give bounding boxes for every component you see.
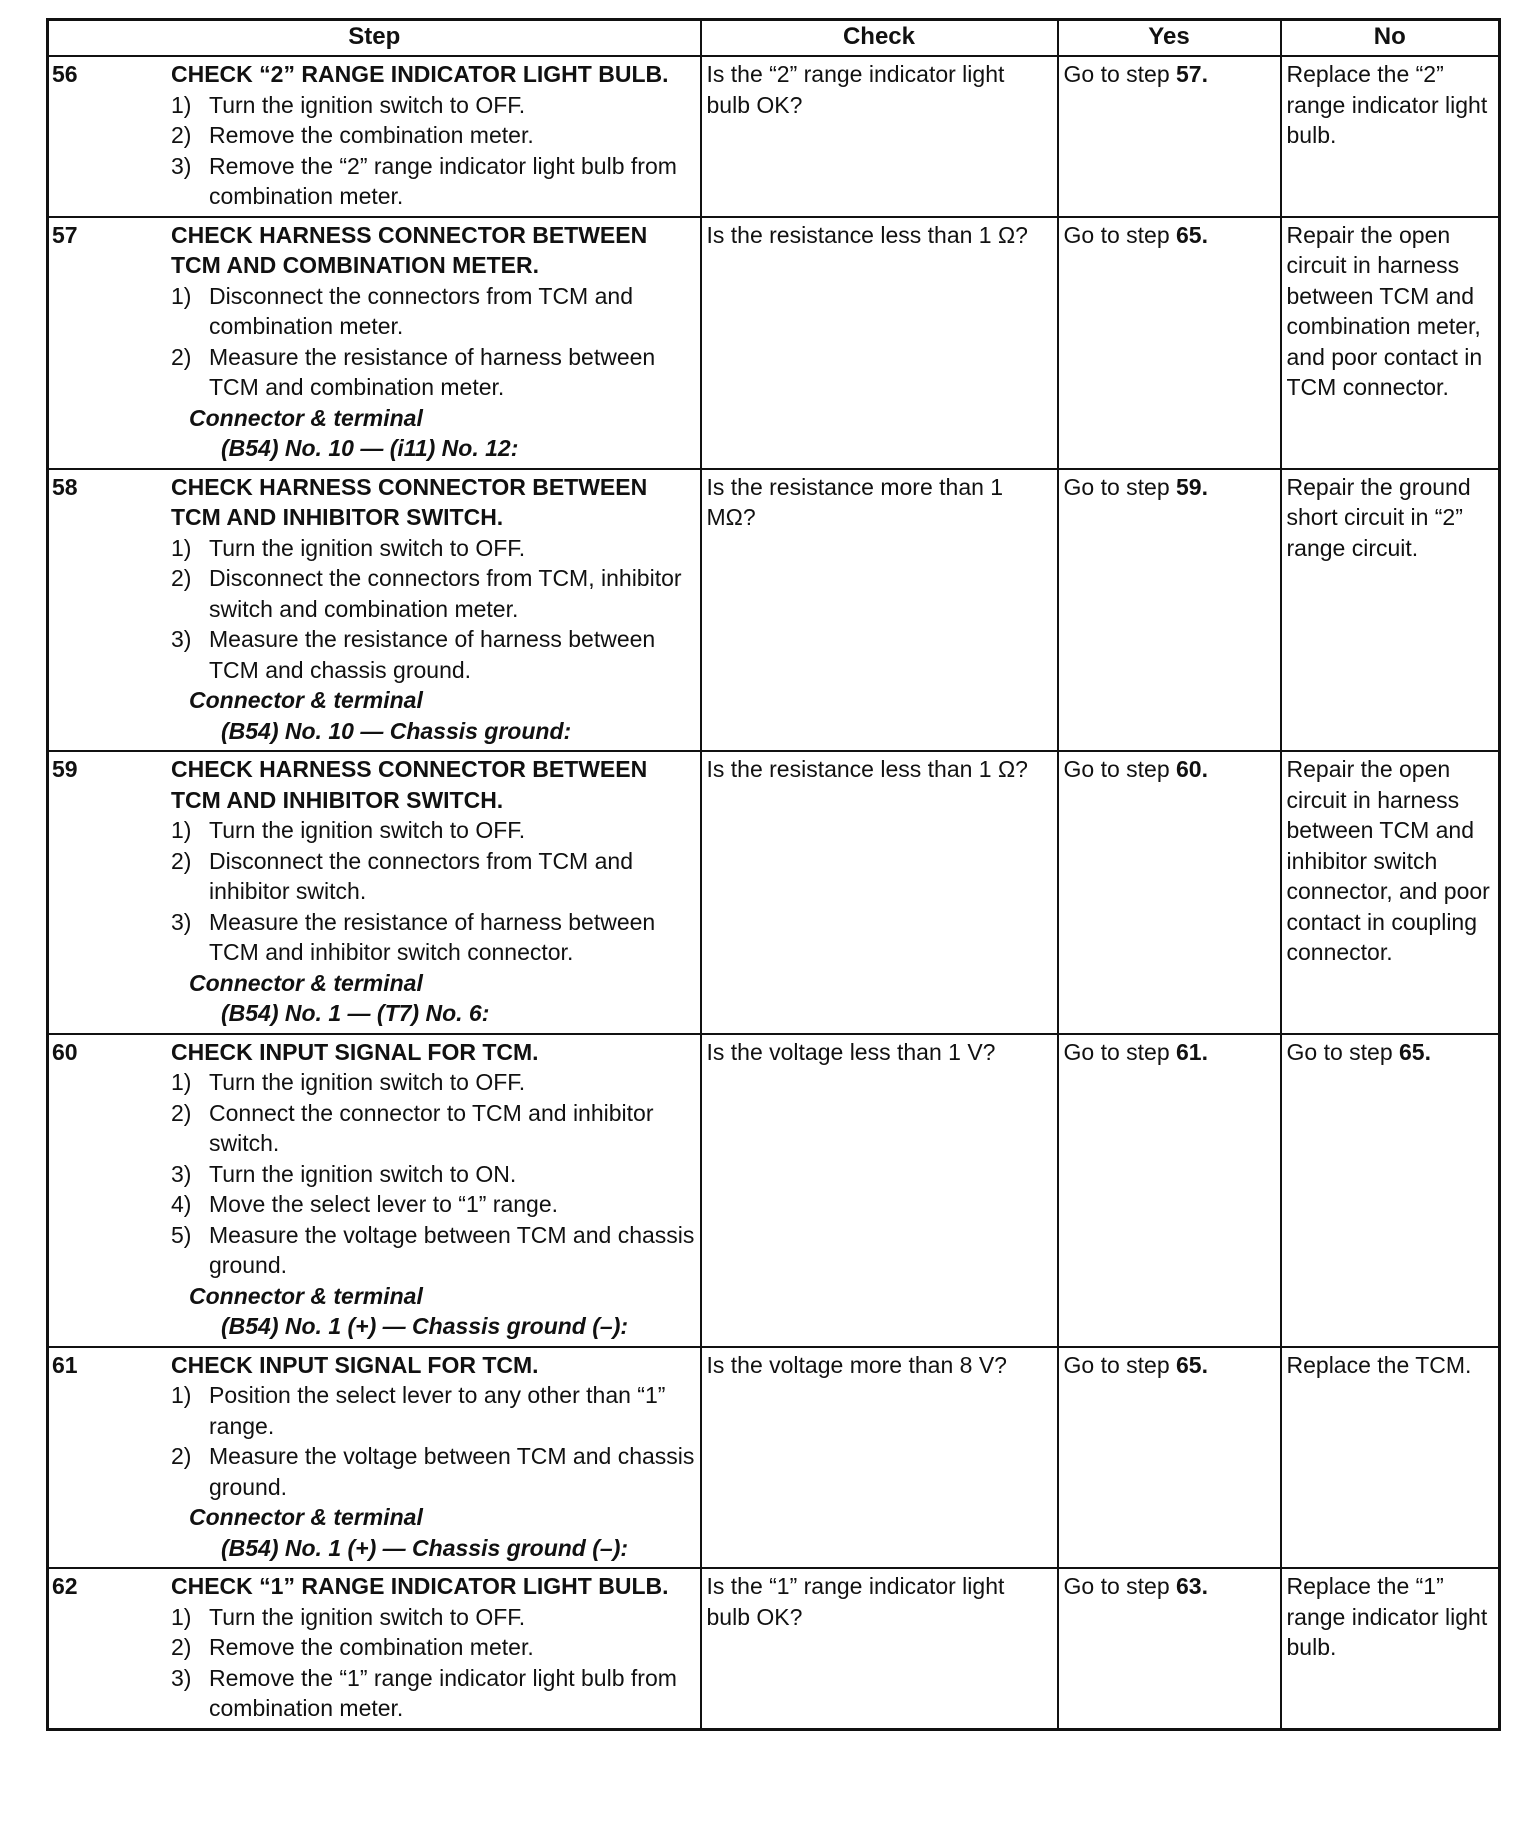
step-title: CHECK INPUT SIGNAL FOR TCM. <box>171 1351 539 1378</box>
substep-text: Position the select lever to any other than “1” range. <box>209 1382 666 1439</box>
yes-text: Go to step <box>1063 1573 1177 1599</box>
substep-number: 2) <box>171 847 192 874</box>
yes-text: Go to step <box>1063 756 1177 782</box>
check-cell: Is the “1” range indicator light bulb OK? <box>701 1568 1058 1729</box>
yes-text: Go to step <box>1063 1038 1177 1065</box>
substep <box>171 1189 695 1220</box>
substep-text: Disconnect the connectors from TCM and combination meter. <box>209 282 633 339</box>
substep-text: Turn the ignition switch to OFF. <box>209 91 526 118</box>
substep-number: 3) <box>171 1664 192 1691</box>
yes-step-ref: 65. <box>1176 221 1208 248</box>
yes-step-ref: 59. <box>1176 473 1208 500</box>
no-step-ref: 65. <box>1399 1038 1431 1065</box>
no-cell <box>1281 217 1500 469</box>
table-body <box>48 56 1500 1729</box>
substep <box>171 815 695 846</box>
step-number: 59 <box>52 756 78 782</box>
substep-number: 2) <box>171 1634 192 1660</box>
yes-cell <box>1058 217 1281 469</box>
substep-text: Measure the resistance of harness between TCM and inhibitor switch connector. <box>209 908 656 965</box>
substep <box>171 151 695 212</box>
substep-number: 1) <box>171 534 192 561</box>
no-text: Replace the “1” range indicator light bulb. <box>1286 1573 1488 1660</box>
yes-step-ref: 63. <box>1176 1573 1208 1599</box>
diagnostic-table <box>46 18 1501 1731</box>
table-row <box>48 217 1500 469</box>
substep <box>171 1632 695 1663</box>
step-title: CHECK HARNESS CONNECTOR BETWEEN TCM AND COMBINATION METER. <box>171 221 648 278</box>
yes-text: Go to step <box>1063 221 1177 248</box>
connector-terminal-value: (B54) No. 10 — (i11) No. 12: <box>221 435 519 461</box>
substep <box>171 1380 695 1441</box>
substep-number: 3) <box>171 908 192 935</box>
substep-number: 5) <box>171 1221 192 1248</box>
no-cell <box>1281 1034 1500 1347</box>
yes-step-ref: 61. <box>1176 1038 1208 1065</box>
substep-text: Measure the voltage between TCM and chassis ground. <box>209 1443 695 1500</box>
substep <box>171 907 695 968</box>
step-cell <box>48 1347 701 1569</box>
substep <box>171 563 695 624</box>
step-title: CHECK HARNESS CONNECTOR BETWEEN TCM AND INHIBITOR SWITCH. <box>171 473 648 530</box>
substep <box>171 1220 695 1281</box>
yes-text: Go to step <box>1063 1351 1177 1378</box>
substep-text: Remove the “1” range indicator light bulb from combination meter. <box>209 1664 677 1721</box>
no-cell <box>1281 1568 1500 1729</box>
substep-text: Turn the ignition switch to OFF. <box>209 534 526 561</box>
yes-text: Go to step <box>1063 61 1177 87</box>
no-cell <box>1281 56 1500 217</box>
step-number: 60 <box>52 1038 78 1065</box>
yes-cell <box>1058 469 1281 752</box>
step-cell <box>48 1568 701 1729</box>
step-title: CHECK INPUT SIGNAL FOR TCM. <box>171 1038 539 1065</box>
substep-number: 3) <box>171 152 192 179</box>
no-cell <box>1281 469 1500 752</box>
substep-number: 1) <box>171 1603 192 1630</box>
header-row <box>48 20 1500 57</box>
check-cell: Is the “2” range indicator light bulb OK? <box>701 56 1058 217</box>
substep-number: 2) <box>171 1099 192 1126</box>
step-number: 57 <box>52 221 78 248</box>
step-title: CHECK “1” RANGE INDICATOR LIGHT BULB. <box>171 1573 669 1599</box>
connector-terminal-value: (B54) No. 1 (+) — Chassis ground (–): <box>221 1313 629 1339</box>
substep-text: Turn the ignition switch to OFF. <box>209 1069 526 1095</box>
substep-text: Remove the “2” range indicator light bulb from combination meter. <box>209 152 677 209</box>
substep-text: Measure the resistance of harness between TCM and combination meter. <box>209 343 656 400</box>
check-cell: Is the resistance more than 1 MΩ? <box>701 469 1058 752</box>
yes-step-ref: 57. <box>1176 61 1208 87</box>
table-row <box>48 469 1500 752</box>
diagnostic-procedure-page <box>46 18 1498 1731</box>
no-text: Repair the open circuit in harness between TCM and combination meter, and poor contact in TCM connector. <box>1286 221 1483 400</box>
substep-number: 2) <box>171 1443 192 1469</box>
step-number: 58 <box>52 473 78 500</box>
step-title: CHECK “2” RANGE INDICATOR LIGHT BULB. <box>171 61 669 87</box>
substep <box>171 120 695 151</box>
table-row <box>48 1347 1500 1569</box>
substep <box>171 846 695 907</box>
substep-text: Remove the combination meter. <box>209 1634 534 1660</box>
substep-text: Turn the ignition switch to ON. <box>209 1160 517 1187</box>
check-cell: Is the voltage less than 1 V? <box>701 1034 1058 1347</box>
substep-number: 4) <box>171 1191 192 1217</box>
check-cell: Is the resistance less than 1 Ω? <box>701 217 1058 469</box>
substep-number: 3) <box>171 626 192 652</box>
no-text: Replace the “2” range indicator light bulb. <box>1286 61 1488 148</box>
substep-text: Remove the combination meter. <box>209 122 534 148</box>
connector-terminal-value: (B54) No. 10 — Chassis ground: <box>221 717 572 744</box>
step-cell <box>48 751 701 1034</box>
substep-text: Disconnect the connectors from TCM and inhibitor switch. <box>209 847 633 904</box>
substep-text: Move the select lever to “1” range. <box>209 1191 558 1217</box>
substep-number: 3) <box>171 1160 192 1187</box>
substep <box>171 281 695 342</box>
substep <box>171 1602 695 1633</box>
step-cell <box>48 56 701 217</box>
yes-step-ref: 60. <box>1176 756 1208 782</box>
substep <box>171 533 695 564</box>
yes-step-ref: 65. <box>1176 1351 1208 1378</box>
substep-number: 2) <box>171 122 192 148</box>
no-cell <box>1281 1347 1500 1569</box>
substep <box>171 1098 695 1159</box>
substep-text: Turn the ignition switch to OFF. <box>209 1603 526 1630</box>
step-number: 61 <box>52 1351 78 1378</box>
yes-cell <box>1058 1034 1281 1347</box>
step-number: 56 <box>52 61 78 87</box>
yes-cell <box>1058 751 1281 1034</box>
step-title: CHECK HARNESS CONNECTOR BETWEEN TCM AND INHIBITOR SWITCH. <box>171 756 648 813</box>
substep-number: 1) <box>171 1382 192 1408</box>
connector-terminal-label: Connector & terminal <box>189 404 423 431</box>
substep <box>171 1159 695 1190</box>
no-text: Repair the ground short circuit in “2” range circuit. <box>1286 473 1471 561</box>
substep-number: 1) <box>171 817 192 843</box>
no-text: Repair the open circuit in harness between TCM and inhibitor switch connector, and poor contact in coupling connector. <box>1286 756 1490 965</box>
connector-terminal-value: (B54) No. 1 (+) — Chassis ground (–): <box>221 1534 629 1561</box>
substep-number: 2) <box>171 565 192 591</box>
no-column-header: No <box>1281 20 1500 57</box>
table-row <box>48 56 1500 217</box>
check-cell: Is the voltage more than 8 V? <box>701 1347 1058 1569</box>
substep-number: 1) <box>171 282 192 309</box>
check-column-header: Check <box>701 20 1058 57</box>
table-row <box>48 751 1500 1034</box>
step-column-header: Step <box>48 20 701 57</box>
substep-number: 2) <box>171 343 192 370</box>
substep <box>171 90 695 121</box>
yes-text: Go to step <box>1063 473 1177 500</box>
substep <box>171 1663 695 1724</box>
substep-text: Measure the voltage between TCM and chassis ground. <box>209 1221 695 1278</box>
substep <box>171 1067 695 1098</box>
yes-cell <box>1058 56 1281 217</box>
no-text: Replace the TCM. <box>1286 1351 1472 1378</box>
substep <box>171 342 695 403</box>
table-row <box>48 1034 1500 1347</box>
check-cell: Is the resistance less than 1 Ω? <box>701 751 1058 1034</box>
connector-terminal-label: Connector & terminal <box>189 687 423 713</box>
yes-column-header: Yes <box>1058 20 1281 57</box>
table-row <box>48 1568 1500 1729</box>
substep-number: 1) <box>171 91 192 118</box>
no-text: Go to step <box>1286 1038 1400 1065</box>
substep <box>171 1441 695 1502</box>
yes-cell <box>1058 1568 1281 1729</box>
step-cell <box>48 1034 701 1347</box>
connector-terminal-label: Connector & terminal <box>189 1504 423 1530</box>
step-cell <box>48 469 701 752</box>
no-cell <box>1281 751 1500 1034</box>
step-cell <box>48 217 701 469</box>
substep-number: 1) <box>171 1069 192 1095</box>
connector-terminal-label: Connector & terminal <box>189 969 423 996</box>
substep <box>171 624 695 685</box>
connector-terminal-value: (B54) No. 1 — (T7) No. 6: <box>221 1000 490 1026</box>
yes-cell <box>1058 1347 1281 1569</box>
substep-text: Connect the connector to TCM and inhibitor switch. <box>209 1099 654 1156</box>
substep-text: Turn the ignition switch to OFF. <box>209 817 526 843</box>
step-number: 62 <box>52 1573 78 1599</box>
substep-text: Disconnect the connectors from TCM, inhibitor switch and combination meter. <box>209 565 682 622</box>
substep-text: Measure the resistance of harness between TCM and chassis ground. <box>209 626 656 683</box>
connector-terminal-label: Connector & terminal <box>189 1282 423 1309</box>
